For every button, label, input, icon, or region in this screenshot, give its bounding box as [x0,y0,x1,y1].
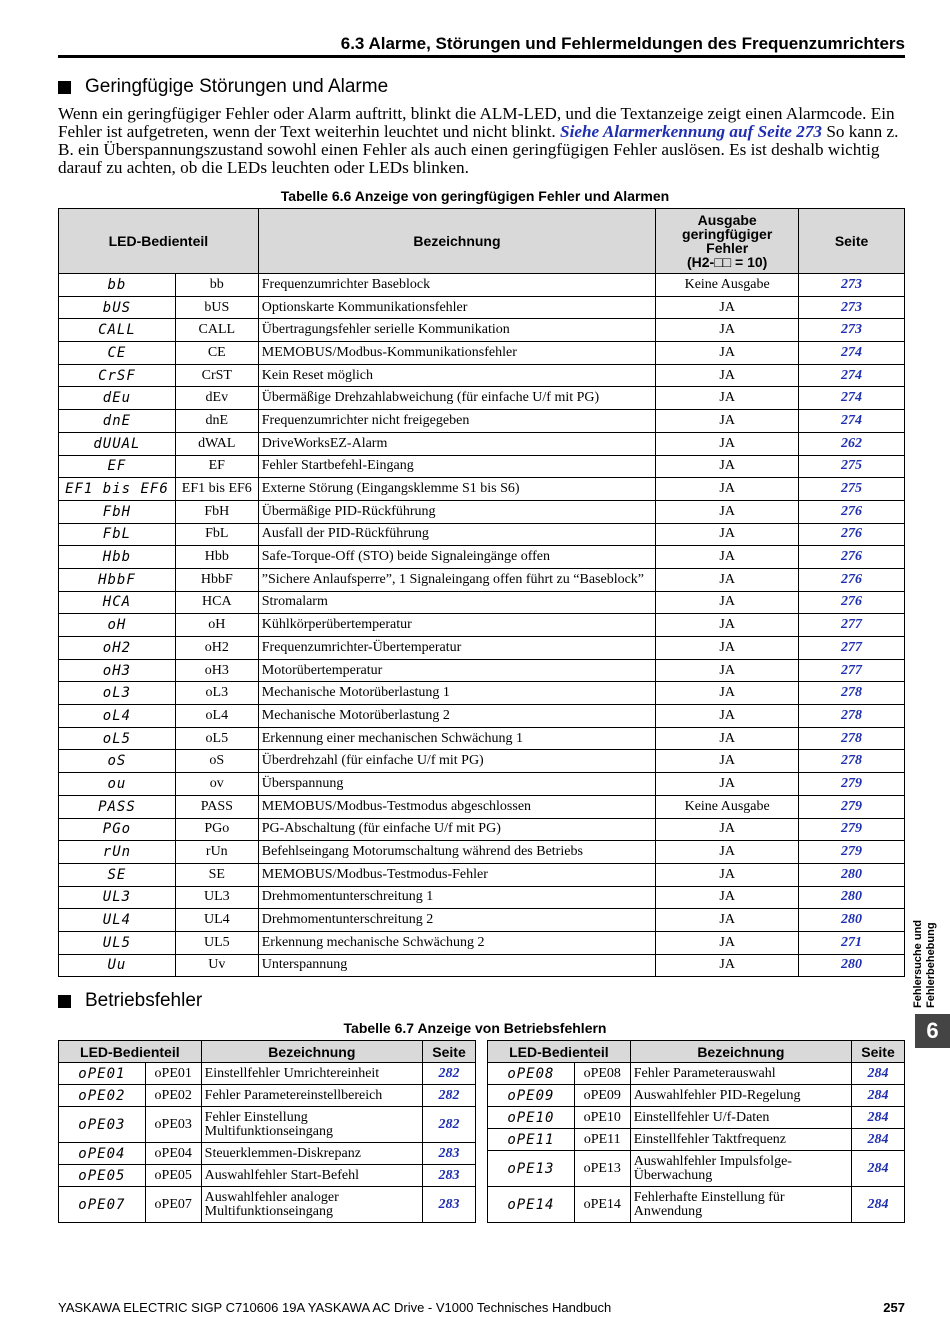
table-header-row [59,1041,476,1063]
fault-name: Motorübertemperatur [258,659,655,682]
page-link[interactable]: 283 [423,1143,476,1165]
fault-code: oPE10 [574,1107,630,1129]
fault-name: Erkennung mechanische Schwächung 2 [258,931,655,954]
page-link[interactable]: 284 [852,1129,905,1151]
minor-fault-output: Keine Ausgabe [656,274,799,297]
minor-faults-table [58,208,905,977]
table-row [59,319,905,342]
table-row [59,727,905,750]
page-link[interactable]: 274 [799,387,905,410]
led-display-code: oH2 [59,637,176,660]
table-row [59,863,905,886]
fault-name: MEMOBUS/Modbus-Testmodus-Fehler [258,863,655,886]
page-link[interactable]: 274 [799,410,905,433]
led-display-code: oPE10 [488,1107,575,1129]
led-display-code: FbL [59,523,176,546]
minor-fault-output: JA [656,773,799,796]
fault-code: oPE05 [145,1165,201,1187]
page-link[interactable]: 282 [423,1063,476,1085]
minor-fault-output: JA [656,364,799,387]
intro-text-b: So kann z. B. ein Überspannungszustand sowohl einen Fehler als auch einen geringfügigen Fehler auslösen. Es ist deshalb wichtig darauf zu achten, ob die LEDs leuchten oder LEDs blinken. [58,122,899,177]
output-header-line: Fehler [706,240,749,256]
page-link[interactable]: 273 [799,296,905,319]
fault-name: Frequenzumrichter-Übertemperatur [258,637,655,660]
fault-code: FbL [175,523,258,546]
table-row [59,296,905,319]
fault-name: Überdrehzahl (für einfache U/f mit PG) [258,750,655,773]
fault-name: Kühlkörperübertemperatur [258,614,655,637]
table-row [59,364,905,387]
table-row [59,795,905,818]
minor-fault-output: JA [656,909,799,932]
fault-code: oPE08 [574,1063,630,1085]
led-display-code: PGo [59,818,176,841]
fault-code: UL5 [175,931,258,954]
led-display-code: oPE03 [59,1107,146,1143]
table-row [59,568,905,591]
side-label-line: Fehlerbehebung [925,922,937,1008]
table-row [59,1107,476,1143]
led-display-code: oL4 [59,705,176,728]
page-link[interactable]: 284 [852,1187,905,1223]
section-heading-text: Betriebsfehler [85,990,203,1011]
minor-fault-output: JA [656,523,799,546]
page-header-title: 6.3 Alarme, Störungen und Fehlermeldungen des Frequenzumrichters [340,34,905,53]
table-header-row [488,1041,905,1063]
led-display-code: dEu [59,387,176,410]
led-display-code: EF [59,455,176,478]
header-rule [58,55,905,58]
page-link[interactable]: 278 [799,750,905,773]
minor-fault-output: JA [656,614,799,637]
chapter-number-tab[interactable]: 6 [915,1014,950,1048]
page-link[interactable]: 279 [799,818,905,841]
fault-name: Übertragungsfehler serielle Kommunikation [258,319,655,342]
table-row [59,342,905,365]
fault-name: Drehmomentunterschreitung 2 [258,909,655,932]
page-link[interactable]: 280 [799,863,905,886]
page-link[interactable]: 274 [799,342,905,365]
table-header-row [59,209,905,274]
minor-fault-output: JA [656,432,799,455]
page-footer [58,1300,905,1315]
minor-fault-output: JA [656,568,799,591]
led-display-code: CALL [59,319,176,342]
operation-errors-table-right [487,1040,905,1223]
fault-code: oPE04 [145,1143,201,1165]
page-link[interactable]: 284 [852,1085,905,1107]
led-display-code: Hbb [59,546,176,569]
section-heading-minor-faults [58,76,388,98]
led-display-code: CrSF [59,364,176,387]
table-row [59,1143,476,1165]
minor-fault-output: JA [656,546,799,569]
fault-code: dEv [175,387,258,410]
minor-fault-output: JA [656,455,799,478]
section-heading-text: Geringfügige Störungen und Alarme [85,76,389,97]
fault-code: UL4 [175,909,258,932]
minor-fault-output: JA [656,886,799,909]
page-link[interactable]: 277 [799,614,905,637]
col-header-name: Bezeichnung [630,1041,851,1063]
fault-code: PGo [175,818,258,841]
led-display-code: SE [59,863,176,886]
fault-code: dnE [175,410,258,433]
fault-name: Safe-Torque-Off (STO) beide Signaleingänge offen [258,546,655,569]
table-row [59,750,905,773]
fault-code: bUS [175,296,258,319]
table-row [59,818,905,841]
col-header-name: Bezeichnung [258,209,655,274]
page-link[interactable]: 276 [799,523,905,546]
led-display-code: Uu [59,954,176,977]
table-row [59,1085,476,1107]
table-row [59,614,905,637]
table-row [59,841,905,864]
led-display-code: EF1 bis EF6 [59,478,176,501]
table-row [488,1085,905,1107]
table-row [488,1107,905,1129]
table-row [59,546,905,569]
fault-code: oL3 [175,682,258,705]
square-bullet-icon [58,81,71,94]
side-label-line: Fehlersuche und [912,919,924,1008]
led-display-code: oPE09 [488,1085,575,1107]
page-link[interactable]: 276 [799,500,905,523]
page-link[interactable]: 279 [799,795,905,818]
table-row [59,432,905,455]
fault-name: Fehler Einstellung Multifunktionseingang [201,1107,422,1143]
fault-code: FbH [175,500,258,523]
table-row [59,773,905,796]
minor-fault-output: JA [656,750,799,773]
page-link[interactable]: 273 [799,319,905,342]
fault-name: Auswahlfehler Impulsfolge-Überwachung [630,1151,851,1187]
fault-name: Übermäßige Drehzahlabweichung (für einfache U/f mit PG) [258,387,655,410]
fault-code: HbbF [175,568,258,591]
table-row [59,659,905,682]
page-link[interactable]: 262 [799,432,905,455]
fault-code: rUn [175,841,258,864]
fault-code: oL5 [175,727,258,750]
fault-name: Auswahlfehler Start-Befehl [201,1165,422,1187]
led-display-code: oPE08 [488,1063,575,1085]
page-link[interactable]: 280 [799,909,905,932]
minor-fault-output: JA [656,659,799,682]
section-heading-operation-errors [58,990,202,1012]
fault-name: Stromalarm [258,591,655,614]
fault-code: oS [175,750,258,773]
page-link[interactable]: 284 [852,1063,905,1085]
col-header-page: Seite [799,209,905,274]
led-display-code: oPE05 [59,1165,146,1187]
minor-fault-output: JA [656,841,799,864]
page-link[interactable]: 275 [799,455,905,478]
table-row [59,705,905,728]
led-display-code: ou [59,773,176,796]
minor-fault-output: JA [656,478,799,501]
fault-name: PG-Abschaltung (für einfache U/f mit PG) [258,818,655,841]
page-link[interactable]: 280 [799,954,905,977]
fault-code: oH3 [175,659,258,682]
col-header-output [656,209,799,274]
fault-name: Optionskarte Kommunikationsfehler [258,296,655,319]
led-display-code: oPE01 [59,1063,146,1085]
led-display-code: dUUAL [59,432,176,455]
table-row [59,478,905,501]
page-link[interactable]: 284 [852,1151,905,1187]
table-row [488,1063,905,1085]
fault-name: Mechanische Motorüberlastung 2 [258,705,655,728]
fault-name: Kein Reset möglich [258,364,655,387]
page-link[interactable]: 280 [799,886,905,909]
intro-text-a: Wenn ein geringfügiger Fehler oder Alarm auftritt, blinkt die ALM-LED, und die Textanzeige zeigt einen Alarmcode. Ein Fehler ist aufgetreten, wenn der Text weiterhin leuchtet und nicht blinkt. [58,104,895,141]
col-header-led: LED-Bedienteil [59,1041,202,1063]
led-display-code: UL5 [59,931,176,954]
led-display-code: CE [59,342,176,365]
table-row [59,931,905,954]
led-display-code: oS [59,750,176,773]
fault-code: oH [175,614,258,637]
chapter-side-label [912,908,950,1008]
minor-fault-output: JA [656,954,799,977]
page-link[interactable]: 278 [799,682,905,705]
fault-code: oPE13 [574,1151,630,1187]
page-link[interactable]: 276 [799,546,905,569]
square-bullet-icon [58,995,71,1008]
fault-code: oPE11 [574,1129,630,1151]
minor-fault-output: JA [656,705,799,728]
table-row [59,886,905,909]
fault-code: oPE01 [145,1063,201,1085]
fault-name: Einstellfehler U/f-Daten [630,1107,851,1129]
led-display-code: oPE02 [59,1085,146,1107]
minor-fault-output: JA [656,637,799,660]
minor-fault-output: JA [656,682,799,705]
led-display-code: oPE11 [488,1129,575,1151]
table-row [59,909,905,932]
page-link[interactable]: 282 [423,1107,476,1143]
fault-code: CrST [175,364,258,387]
table-row [59,1187,476,1223]
page-link[interactable]: 277 [799,637,905,660]
led-display-code: oL3 [59,682,176,705]
fault-code: CE [175,342,258,365]
table-row [59,1063,476,1085]
fault-code: Hbb [175,546,258,569]
fault-name: Steuerklemmen-Diskrepanz [201,1143,422,1165]
minor-fault-output: JA [656,863,799,886]
fault-code: oPE07 [145,1187,201,1223]
fault-code: CALL [175,319,258,342]
fault-name: Erkennung einer mechanischen Schwächung 1 [258,727,655,750]
fault-code: dWAL [175,432,258,455]
fault-name: Frequenzumrichter Baseblock [258,274,655,297]
page-link[interactable]: 278 [799,705,905,728]
chapter-side-tab [912,908,950,1008]
table2-caption: Tabelle 6.7 Anzeige von Betriebsfehlern [343,1020,607,1036]
led-display-code: PASS [59,795,176,818]
fault-name: ”Sichere Anlaufsperre”, 1 Signaleingang offen führt zu “Baseblock” [258,568,655,591]
col-header-led: LED-Bedienteil [59,209,259,274]
fault-code: UL3 [175,886,258,909]
table-row [488,1187,905,1223]
table-row [59,1165,476,1187]
fault-name: Fehlerhafte Einstellung für Anwendung [630,1187,851,1223]
minor-fault-output: JA [656,296,799,319]
led-display-code: HCA [59,591,176,614]
fault-name: Übermäßige PID-Rückführung [258,500,655,523]
table-row [59,410,905,433]
cross-reference-link[interactable]: Siehe Alarmerkennung auf Seite 273 [560,122,823,141]
fault-name: Fehler Parameterauswahl [630,1063,851,1085]
page-link[interactable]: 283 [423,1187,476,1223]
page-link[interactable]: 271 [799,931,905,954]
fault-code: EF [175,455,258,478]
page-link[interactable]: 279 [799,841,905,864]
fault-name: Auswahlfehler analoger Multifunktionseingang [201,1187,422,1223]
page-number: 257 [883,1300,905,1315]
page-link[interactable]: 275 [799,478,905,501]
fault-name: Überspannung [258,773,655,796]
page-link[interactable]: 276 [799,568,905,591]
minor-fault-output: JA [656,387,799,410]
table-row [59,455,905,478]
page-link[interactable]: 273 [799,274,905,297]
led-display-code: oPE14 [488,1187,575,1223]
output-header-line: (H2-□□ = 10) [687,254,768,270]
led-display-code: oPE07 [59,1187,146,1223]
minor-fault-output: Keine Ausgabe [656,795,799,818]
col-header-page: Seite [852,1041,905,1063]
table-row [488,1129,905,1151]
led-display-code: oPE13 [488,1151,575,1187]
table-row [59,637,905,660]
col-header-name: Bezeichnung [201,1041,422,1063]
page-link[interactable]: 284 [852,1107,905,1129]
minor-fault-output: JA [656,319,799,342]
table-row [59,954,905,977]
col-header-page: Seite [423,1041,476,1063]
led-display-code: oPE04 [59,1143,146,1165]
operation-errors-table-left [58,1040,476,1223]
page-link[interactable]: 278 [799,727,905,750]
fault-code: HCA [175,591,258,614]
fault-code: EF1 bis EF6 [175,478,258,501]
led-display-code: UL4 [59,909,176,932]
page-link[interactable]: 277 [799,659,905,682]
minor-fault-output: JA [656,500,799,523]
led-display-code: rUn [59,841,176,864]
fault-name: Ausfall der PID-Rückführung [258,523,655,546]
fault-code: PASS [175,795,258,818]
page-link[interactable]: 276 [799,591,905,614]
table-row [488,1151,905,1187]
page-link[interactable]: 282 [423,1085,476,1107]
table-row [59,500,905,523]
led-display-code: bUS [59,296,176,319]
minor-fault-output: JA [656,591,799,614]
table1-caption: Tabelle 6.6 Anzeige von geringfügigen Fehler und Alarmen [280,188,670,204]
table-row [59,682,905,705]
fault-name: Drehmomentunterschreitung 1 [258,886,655,909]
fault-name: Einstellfehler Umrichtereinheit [201,1063,422,1085]
page-link[interactable]: 279 [799,773,905,796]
page-link[interactable]: 274 [799,364,905,387]
minor-fault-output: JA [656,410,799,433]
fault-code: oPE09 [574,1085,630,1107]
fault-name: Mechanische Motorüberlastung 1 [258,682,655,705]
minor-fault-output: JA [656,818,799,841]
led-display-code: FbH [59,500,176,523]
table-row [59,523,905,546]
fault-name: Fehler Startbefehl-Eingang [258,455,655,478]
fault-name: MEMOBUS/Modbus-Testmodus abgeschlossen [258,795,655,818]
table-row [59,274,905,297]
fault-code: oPE03 [145,1107,201,1143]
led-display-code: oH [59,614,176,637]
led-display-code: UL3 [59,886,176,909]
fault-code: oPE14 [574,1187,630,1223]
fault-code: SE [175,863,258,886]
fault-code: oPE02 [145,1085,201,1107]
fault-name: Frequenzumrichter nicht freigegeben [258,410,655,433]
fault-code: bb [175,274,258,297]
fault-name: Auswahlfehler PID-Regelung [630,1085,851,1107]
output-header-line: Ausgabe [697,212,757,228]
footer-text: YASKAWA ELECTRIC SIGP C710606 19A YASKAWA AC Drive - V1000 Technisches Handbuch [58,1300,612,1315]
minor-fault-output: JA [656,931,799,954]
table-row [59,591,905,614]
fault-name: MEMOBUS/Modbus-Kommunikationsfehler [258,342,655,365]
fault-name: Externe Störung (Eingangsklemme S1 bis S6) [258,478,655,501]
led-display-code: bb [59,274,176,297]
page-link[interactable]: 283 [423,1165,476,1187]
fault-code: ov [175,773,258,796]
fault-code: oH2 [175,637,258,660]
fault-name: Unterspannung [258,954,655,977]
led-display-code: dnE [59,410,176,433]
led-display-code: oH3 [59,659,176,682]
fault-name: Fehler Parametereinstellbereich [201,1085,422,1107]
table-row [59,387,905,410]
output-header-line: geringfügiger [682,226,773,242]
minor-fault-output: JA [656,342,799,365]
fault-name: Befehlseingang Motorumschaltung während des Betriebs [258,841,655,864]
col-header-led: LED-Bedienteil [488,1041,631,1063]
fault-name: Einstellfehler Taktfrequenz [630,1129,851,1151]
minor-fault-output: JA [656,727,799,750]
fault-name: DriveWorksEZ-Alarm [258,432,655,455]
led-display-code: HbbF [59,568,176,591]
intro-paragraph [58,105,905,177]
fault-code: Uv [175,954,258,977]
fault-code: oL4 [175,705,258,728]
led-display-code: oL5 [59,727,176,750]
